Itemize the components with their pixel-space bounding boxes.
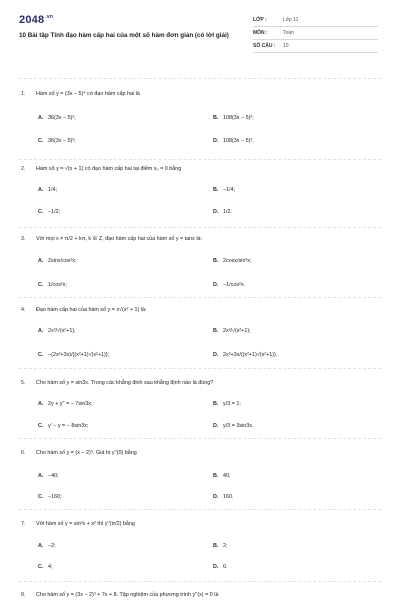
question-stem: [21, 521, 135, 527]
option-label: C.: [38, 423, 44, 429]
option-b[interactable]: [213, 543, 228, 549]
option-label: D.: [213, 494, 219, 500]
option-text: 2;: [223, 543, 228, 549]
option-label: C.: [38, 209, 44, 215]
option-text: −1/2;: [48, 209, 61, 215]
option-c[interactable]: [38, 423, 88, 429]
meta-value: 10: [283, 43, 289, 49]
meta-label: MÔN :: [253, 30, 268, 36]
option-label: A.: [38, 115, 44, 121]
option-label: C.: [38, 564, 44, 570]
meta-label: LỚP :: [253, 17, 267, 23]
question-number: 1.: [21, 91, 26, 97]
option-text: −40;: [48, 473, 59, 479]
option-label: D.: [213, 209, 219, 215]
question-stem: [21, 236, 202, 242]
option-d[interactable]: [213, 494, 234, 500]
question-stem: [21, 450, 137, 456]
option-b[interactable]: [213, 401, 241, 407]
option-label: C.: [38, 352, 44, 358]
option-text: 2x³+3x/((x²+1)√(x²+1)).: [223, 352, 278, 358]
option-label: A.: [38, 328, 44, 334]
question-text: Cho hàm số y = (3x − 2)³ + 7x + 8. Tập nghiệm của phương trình y''(x) = 0 là: [36, 592, 219, 598]
divider: [19, 78, 381, 79]
option-label: D.: [213, 564, 219, 570]
option-b[interactable]: [213, 187, 235, 193]
option-label: C.: [38, 494, 44, 500]
option-text: 160.: [223, 494, 234, 500]
question-text: Đạo hàm cấp hai của hàm số y = x√(x² + 1) là:: [36, 307, 147, 313]
question-number: 8.: [21, 592, 26, 598]
meta-row-subject: [253, 29, 378, 40]
option-text: 36(3x − 5)²;: [48, 115, 76, 121]
question-number: 7.: [21, 521, 26, 527]
option-label: A.: [38, 543, 44, 549]
question-number: 2.: [21, 166, 26, 172]
option-text: −1/4;: [223, 187, 236, 193]
option-text: 108(3x − 5)²;: [223, 115, 254, 121]
option-a[interactable]: [38, 543, 56, 549]
option-label: A.: [38, 401, 44, 407]
question-stem: [21, 380, 213, 386]
option-a[interactable]: [38, 187, 57, 193]
option-label: C.: [38, 282, 44, 288]
option-d[interactable]: [213, 423, 253, 429]
option-text: 0.: [223, 564, 228, 570]
option-label: B.: [213, 115, 219, 121]
option-text: 2x²/√(x²+1);: [48, 328, 76, 334]
logo-text: 2048: [19, 14, 45, 26]
question-number: 4.: [21, 307, 26, 313]
divider: [19, 368, 381, 369]
option-b[interactable]: [213, 258, 251, 264]
option-c[interactable]: [38, 209, 60, 215]
meta-label: SỐ CÂU :: [253, 43, 276, 49]
option-text: 1/cos²x;: [48, 282, 67, 288]
option-text: −(2x²+3x)/((x²+1)√(x²+1));: [48, 352, 110, 358]
meta-value: Toán: [283, 30, 294, 36]
option-text: y' − y = − 8sin3x;: [48, 423, 89, 429]
question-stem: [21, 307, 147, 313]
document-title: 10 Bài tập Tính đạo hàm cấp hai của một số hàm đơn giản (có lời giải): [19, 32, 229, 39]
option-label: D.: [213, 352, 219, 358]
option-c[interactable]: [38, 352, 109, 358]
option-label: B.: [213, 473, 219, 479]
meta-row-count: [253, 42, 378, 53]
option-label: B.: [213, 543, 219, 549]
option-b[interactable]: [213, 328, 251, 334]
divider: [19, 438, 381, 439]
option-d[interactable]: [213, 352, 277, 358]
divider: [19, 581, 381, 582]
question-text: Hàm số y = √(x + 1) có đạo hàm cấp hai tại điểm x₀ = 0 bằng: [36, 166, 182, 172]
option-label: B.: [213, 401, 219, 407]
option-d[interactable]: [213, 564, 228, 570]
option-label: B.: [213, 258, 219, 264]
meta-row-class: [253, 16, 378, 27]
option-label: D.: [213, 423, 219, 429]
option-a[interactable]: [38, 115, 76, 121]
option-text: −160;: [48, 494, 62, 500]
question-text: Cho hàm số y = (x − 2)⁵. Giá trị y''(0) bằng: [36, 450, 137, 456]
site-logo[interactable]: [19, 14, 53, 26]
option-a[interactable]: [38, 328, 76, 334]
question-number: 3.: [21, 236, 26, 242]
option-a[interactable]: [38, 401, 92, 407]
question-stem: [21, 91, 140, 97]
option-label: D.: [213, 282, 219, 288]
logo-suffix: .vn: [45, 14, 54, 20]
question-text: Cho hàm số y = sin3x. Trong các khẳng định sau khẳng định nào là đúng?: [36, 380, 214, 386]
option-text: −1/cos²x.: [223, 282, 246, 288]
option-c[interactable]: [38, 494, 62, 500]
meta-value: Lớp 11: [283, 17, 299, 23]
option-text: y/3 = 1;: [223, 401, 241, 407]
option-c[interactable]: [38, 564, 53, 570]
option-c[interactable]: [38, 138, 76, 144]
option-a[interactable]: [38, 473, 59, 479]
divider: [19, 227, 381, 228]
question-stem: [21, 166, 181, 172]
option-label: D.: [213, 138, 219, 144]
question-number: 6.: [21, 450, 26, 456]
option-text: 1/2.: [223, 209, 232, 215]
option-label: A.: [38, 258, 44, 264]
question-text: Với hàm số y = sin²x + x² thì y''(π/2) bằng: [36, 521, 135, 527]
question-text: Với mọi x ≠ π/2 + kπ, k ∈ Z, đạo hàm cấp hai của hàm số y = tanx là:: [36, 236, 203, 242]
option-text: 2sinx/cos³x;: [48, 258, 77, 264]
option-text: 2x²/√(x²+1);: [223, 328, 251, 334]
option-text: 4;: [48, 564, 53, 570]
option-label: C.: [38, 138, 44, 144]
option-d[interactable]: [213, 138, 254, 144]
option-d[interactable]: [213, 209, 232, 215]
option-a[interactable]: [38, 258, 76, 264]
option-label: B.: [213, 328, 219, 334]
option-text: 108(3x − 5)³.: [223, 138, 254, 144]
option-text: 2cosx/sin³x;: [223, 258, 252, 264]
question-number: 5.: [21, 380, 26, 386]
option-d[interactable]: [213, 282, 245, 288]
option-label: B.: [213, 187, 219, 193]
question-stem: [21, 592, 218, 598]
option-text: −2;: [48, 543, 56, 549]
option-label: A.: [38, 473, 44, 479]
option-c[interactable]: [38, 282, 67, 288]
option-b[interactable]: [213, 115, 254, 121]
divider: [19, 297, 381, 298]
divider: [19, 509, 381, 510]
option-b[interactable]: [213, 473, 231, 479]
option-text: 40;: [223, 473, 231, 479]
question-text: Hàm số y = (3x − 5)⁴ có đạo hàm cấp hai là: [36, 91, 140, 97]
option-label: A.: [38, 187, 44, 193]
option-text: 1/4;: [48, 187, 57, 193]
divider: [19, 159, 381, 160]
option-text: y/3 = 3sin3x.: [223, 423, 254, 429]
option-text: 36(3x − 5)³;: [48, 138, 76, 144]
option-text: 2y + y'' = − 7sin3x;: [48, 401, 93, 407]
